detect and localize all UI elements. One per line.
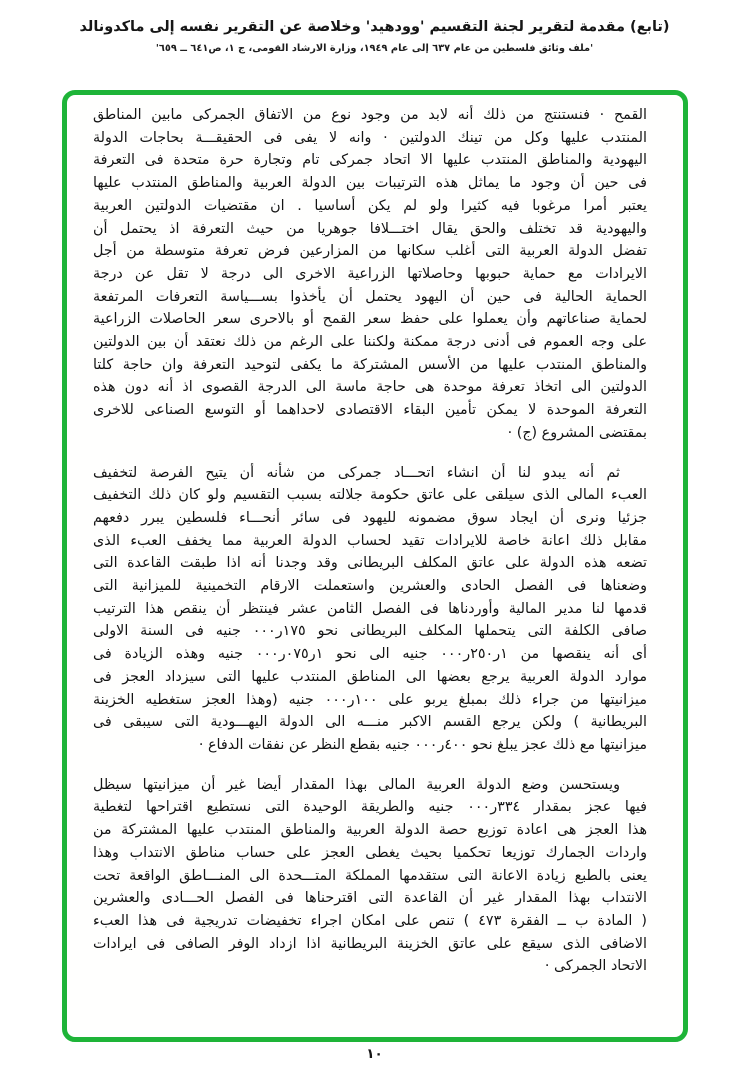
text-line: فيها عجز بمقدار ٣٣٤ر٠٠٠ جنيه والطريقة الوحيدة التى نستطيع اقتراحها لتغطية [93, 799, 647, 816]
paragraph [93, 104, 647, 445]
text-line: هذا العجز هى اعادة توزيع حصة الدولة العربية والمناطق المنتدب عليها المشتركة من [93, 822, 647, 839]
text-line: مقابل ذلك اعانة خاصة للايرادات تقيد لحساب الدولة العربية مما يخفف العبء الذى [93, 532, 647, 549]
text-line: ويستحسن وضع الدولة العربية المالى بهذا المقدار أيضا غير أن ميزانيتها سيظل [93, 776, 620, 793]
document-title: (تابع) مقدمة لتقرير لجنة التقسيم 'وودهيد' وخلاصة عن التقرير نفسه إلى ماكدونالد [79, 19, 670, 35]
text-line: بمقتضى المشروع (ج) · [507, 424, 647, 441]
text-line: يعنى بالطبع زيادة الاعانة التى ستقدمها المملكة المتـــحدة الى المنـــاطق الواقعة تحت [93, 867, 647, 884]
text-line: الانتداب بهذا المقدار غير أن القاعدة التى اقترحناها فى الفصل الحـــادى والعشرين [93, 890, 647, 907]
text-line: والمناطق المنتدب عليها من الأسس المشتركة ما يكفى لتوحيد التعرفة وان حاجة كلتا [93, 356, 647, 373]
green-border-frame [62, 90, 688, 1042]
text-line: العبء المالى الذى سيلقى على عاتق حكومة جلالته بسبب التقسيم ولو كان ذلك التخفيف [93, 487, 647, 504]
text-line: ثم أنه يبدو لنا أن انشاء اتحـــاد جمركى من شأنه أن يتيح الفرصة لتخفيف [93, 464, 620, 481]
text-line: الاتحاد الجمركى · [544, 958, 647, 975]
text-line: أى أنه ينقصها من ١ر٢٥٠ر٠٠٠ جنيه الى نحو ١ر٠٧٥ر٠٠٠ جنيه وهذه الزيادة فى [93, 646, 647, 663]
text-line: البريطانية ) ولكن يرجع القسم الاكبر منـــه الى الدولة اليهـــودية التى سيبقى فى [93, 714, 647, 731]
document-header [0, 0, 749, 54]
text-line: يعتبر أمرا مرغوبا فيه كثيرا ولو لم يكن أساسيا . ان مقتضيات الدولتين العربية [93, 197, 647, 214]
text-line: ميزانيتها مع ذلك عجز يبلغ نحو ٤٠٠ر٠٠٠ جنيه بقطع النظر عن نفقات الدفاع · [198, 736, 647, 753]
text-line: على وجه العموم فى أدنى درجة ممكنة ولكننا على الرغم من ذلك نعتقد أن بين الدولتين [93, 334, 647, 351]
text-line: الدولتين الى اتخاذ تعرفة موحدة هى حاجة ماسة الى الدرجة القصوى اذ أنه دون هذه [93, 379, 647, 396]
text-line: ميزانيتها من جراء ذلك بمبلغ يربو على ١٠٠ر٠٠٠ جنيه (وهذا العجز ستغطيه الخزينة [93, 691, 647, 708]
text-line: لحماية صناعاتهم وأن يعملوا على حفظ سعر القمح أو بالاحرى سعر الحاصلات الزراعية [93, 311, 647, 328]
text-line: فى حين أن وجود ما يماثل هذه الترتيبات بين الدولة العربية والمناطق المنتدب عليها [93, 175, 647, 192]
paragraph [93, 462, 647, 757]
text-line: الاضافى الذى سيقع على عاتق الخزينة البريطانية اذا ازداد الوفر الصافى فى ايرادات [93, 935, 647, 952]
text-line: القمح · فنستنتج من ذلك أنه لابد من وجود نوع من الاتفاق الجمركى مابين المناطق [93, 107, 647, 123]
text-line: واليهودية قد تختلف والحق يقال اختـــلافا جوهريا من حيث التعرفة اذ يحتمل أن [93, 220, 647, 237]
text-line: المنتدب عليها وكل من تينك الدولتين · وانه لا يفى فى الحقيقـــة بحاجات الدولة [93, 129, 647, 146]
text-line: ( المادة ب ــ الفقرة ٤٧٣ ) تنص على امكان اجراء تخفيضات تدريجية فى هذا العبء [93, 912, 647, 929]
text-line: اليهودية والمناطق المنتدب عليها الا اتحاد جمركى تام وتجارة حرة متحدة فى التعرفة [93, 152, 647, 169]
text-line: قدمها لنا مدير المالية وأوردناها فى الفصل الثامن عشر فينتظر أن ينقص هذا الترتيب [93, 600, 647, 617]
document-subtitle: 'ملف وثائق فلسطين من عام ٦٣٧ إلى عام ١٩٤٩، وزارة الارشاد القومى، ج ١، ص٦٤١ ــ ٦٥٩' [155, 43, 594, 54]
paragraph [93, 774, 647, 978]
text-line: التعرفة الموحدة لا يمكن تأمين البقاء الاقتصادى لاحداهما أو التوسع الصناعى للاخرى [93, 402, 647, 419]
text-line: تفضل الدولة العربية التى أغلب سكانها من المزارعين فرض تعرفة متوسطة من أجل [93, 243, 647, 260]
text-line: وضعناها فى الفصل الحادى والعشرين واستعملت الارقام التخمينية للميزانية التى [93, 578, 647, 595]
text-line: واردات الجمارك توزيعا تحكميا بحيث يغطى العجز على حساب مناطق الانتداب وهذا [93, 844, 647, 861]
page-number: ١٠ [366, 1046, 383, 1062]
document-body [93, 104, 647, 978]
text-line: الايرادات مع حماية حبوبها وحاصلاتها الزراعية الاخرى الى درجة لا تقل عن درجة [93, 265, 647, 282]
text-line: الحماية الحالية فى حين أن اليهود يحتمل أن يأخذوا بســـياسة التعرفات المرتفعة [93, 288, 647, 305]
text-line: جزئيا ونرى أن ايجاد سوق مضمونه لليهود فى سائر أنحـــاء فلسطين يبرر دفعهم [93, 509, 647, 526]
text-line: تضعه هذه الدولة على عاتق المكلف البريطانى وقد وجدنا أنه اذا طبقت القاعدة التى [93, 555, 647, 572]
text-line: موارد الدولة العربية يرجع بعضها الى المناطق المنتدب عليها التى سيزداد العجز فى [93, 668, 647, 685]
text-line: صافى الكلفة التى يتحملها المكلف البريطانى نحو ١٧٥ر٠٠٠ جنيه فى السنة الاولى [93, 623, 647, 640]
